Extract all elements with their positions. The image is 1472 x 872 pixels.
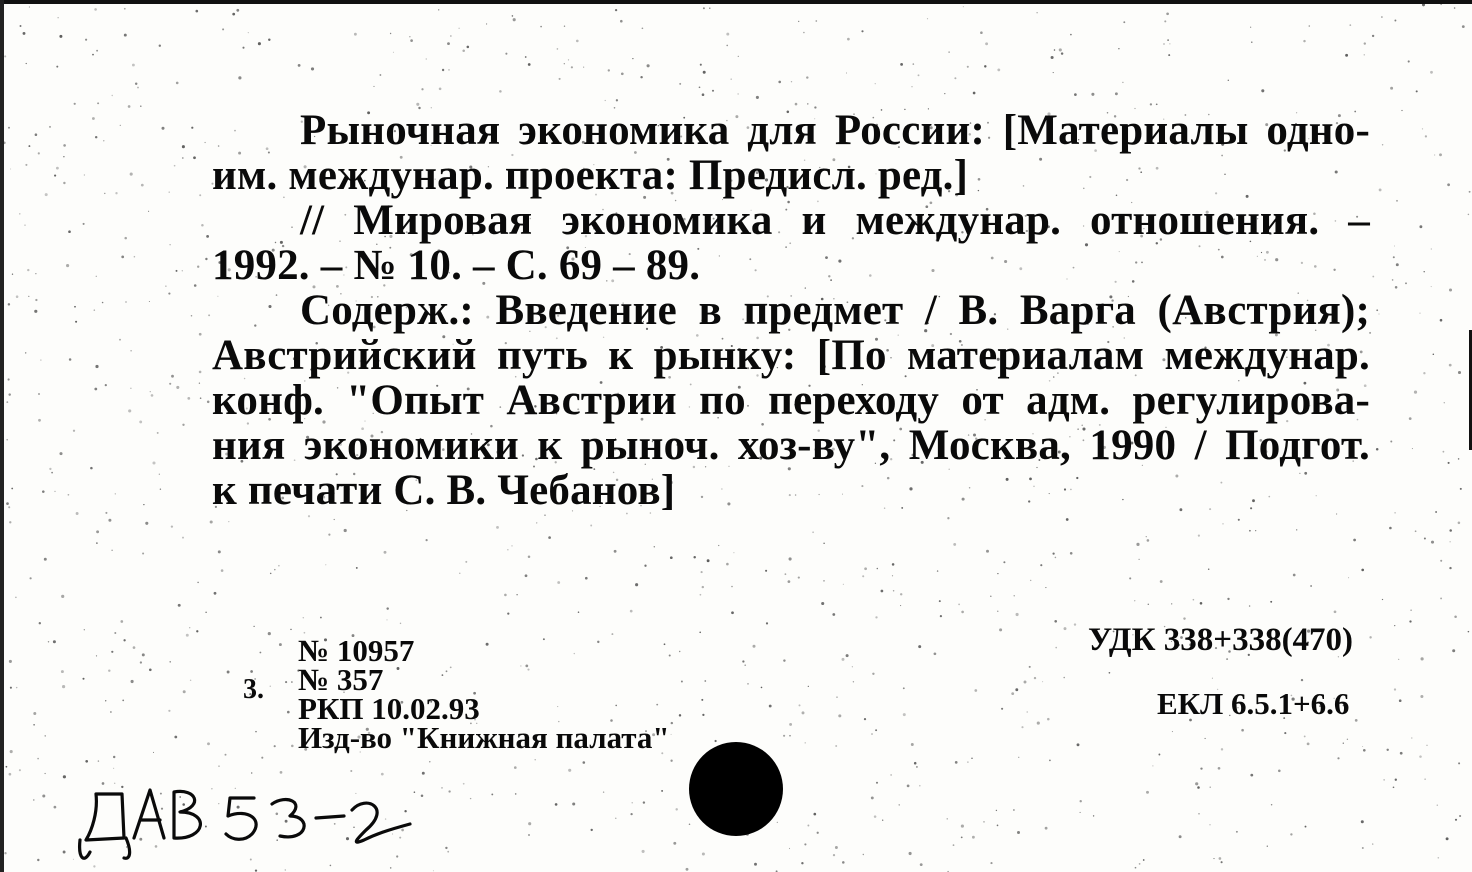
entry-line: ния экономики к рыноч. хоз-ву", Москва, 1990 / Подгот.	[212, 422, 1370, 469]
handwritten-shelfmark	[76, 768, 456, 868]
ekl-code: ЕКЛ 6.5.1+6.6	[1157, 686, 1350, 721]
card-number: № 10957	[298, 633, 415, 668]
card-top-edge	[0, 0, 1472, 4]
bibliographic-entry	[212, 108, 1370, 513]
entry-line: Содерж.: Введение в предмет / В. Варга (Австрия);	[300, 287, 1370, 334]
punch-hole	[689, 742, 783, 836]
rkp-date: РКП 10.02.93	[298, 691, 480, 726]
entry-line: Рыночная экономика для России: [Материалы одно-	[300, 107, 1370, 154]
publisher: Изд-во "Книжная палата"	[298, 720, 670, 755]
entry-line: 1992. – № 10. – С. 69 – 89.	[212, 242, 701, 289]
entry-line: конф. "Опыт Австрии по переходу от адм. регулирова-	[212, 377, 1370, 424]
udk-code: УДК 338+338(470)	[1088, 622, 1354, 658]
entry-line: им. междунар. проекта: Предисл. ред.]	[212, 152, 969, 199]
sub-number: № 357	[298, 662, 384, 697]
copies-count: 3.	[243, 674, 264, 705]
entry-line: // Мировая экономика и междунар. отношения. –	[300, 197, 1370, 244]
entry-line: Австрийский путь к рынку: [По материалам междунар.	[212, 332, 1370, 379]
entry-line: к печати С. В. Чебанов]	[212, 467, 676, 514]
card-left-edge	[0, 0, 4, 872]
card-identifiers	[298, 633, 670, 755]
